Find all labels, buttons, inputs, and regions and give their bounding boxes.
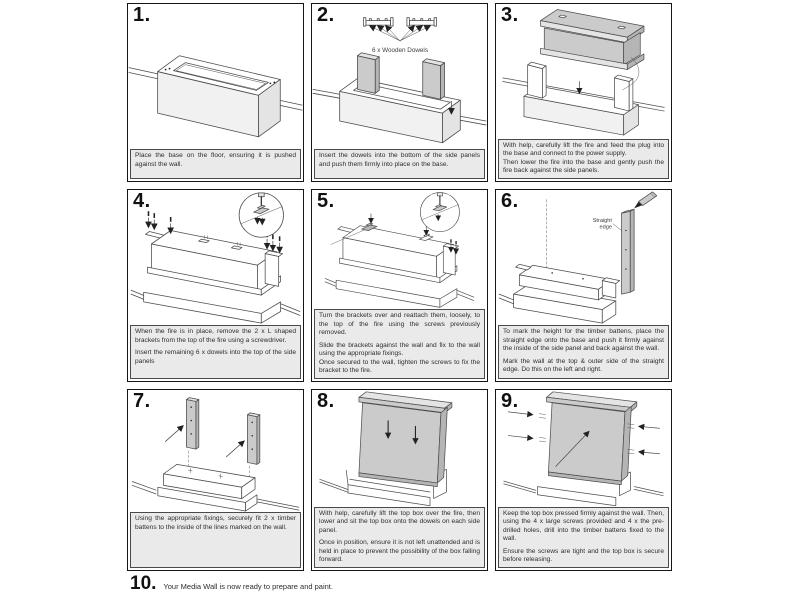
step-panel-3 [495, 3, 672, 182]
step-4-illustration [128, 190, 303, 325]
step-panel-8 [311, 389, 488, 571]
base-unit [158, 56, 281, 137]
arrow-to-right-batten [226, 441, 243, 456]
arrow-to-left-batten [165, 426, 182, 441]
svg-text:Straight: Straight [592, 217, 612, 224]
caption-paragraph: Keep the top box pressed firmly against the wall. Then, using the 4 x large screws provided and 4 x the pre-drilled holes, drill into the timber battens fixed to the wall. [503, 509, 664, 543]
caption-paragraph: Insert the dowels into the bottom of the side panels and push them firmly into place on the base. [319, 152, 480, 168]
step-panel-5 [311, 189, 488, 382]
fire-unit [541, 10, 644, 70]
step-5-illustration [312, 190, 487, 309]
step-caption [498, 507, 669, 568]
step-number: 6. [501, 190, 519, 212]
caption-paragraph: Insert the remaining 6 x dowels into the top of the side panels [135, 349, 296, 365]
step-number: 4. [133, 190, 151, 212]
caption-paragraph: Once in position, ensure it is not left unattended and is held in place to prevent the possibility of the box falling forward. [319, 539, 480, 564]
straight-edge-label [593, 218, 622, 231]
dowel-diagram [363, 18, 436, 54]
svg-text:edge: edge [599, 224, 612, 231]
step-number: 1. [133, 4, 151, 26]
step-panel-9 [495, 389, 672, 571]
bracket-left [362, 214, 377, 231]
screw-arrows-right [628, 424, 660, 454]
caption-paragraph: When the fire is in place, remove the 2 x L shaped brackets from the top of the fire using a screwdriver. [135, 328, 296, 344]
detail-inset-circle [239, 193, 283, 237]
detail-inset-circle [420, 193, 459, 232]
step-9-illustration [496, 390, 671, 507]
pencil-icon [634, 192, 657, 208]
top-box [359, 392, 452, 487]
caption-paragraph: With help, carefully lift the top box over the fire, then lower and sit the top box onto the dowels on each side panel. [319, 509, 480, 534]
step-number: 9. [501, 390, 519, 412]
final-step-text: Your Media Wall is now ready to prepare and paint. [163, 582, 333, 591]
step-3-illustration [496, 4, 671, 139]
side-panel-left [357, 53, 379, 94]
step-panel-2 [311, 3, 488, 182]
step-number: 5. [317, 190, 335, 212]
side-panel-left [528, 62, 546, 98]
screw-arrows-left [508, 412, 545, 442]
steps-grid [127, 3, 672, 571]
caption-paragraph: Slide the brackets against the wall and fix to the wall using the appropriate fixings. [319, 341, 480, 358]
step-number: 7. [133, 390, 151, 412]
assembled-unit [158, 464, 257, 511]
dowels-label: 6 x Wooden Dowels [371, 46, 429, 54]
step-8-illustration [312, 390, 487, 507]
caption-paragraph: Mark the wall at the top & outer side of the straight edge. Do this on the left and right. [503, 357, 664, 374]
top-box [547, 392, 637, 485]
step-6-illustration [496, 190, 671, 325]
step-panel-1 [127, 3, 304, 182]
straight-edge-tool [622, 209, 635, 294]
step-1-illustration [128, 4, 303, 149]
step-2-illustration [312, 4, 487, 149]
timber-batten-left [186, 398, 198, 449]
step-panel-7 [127, 389, 304, 571]
caption-paragraph: Ensure the screws are tight and the top box is secure before releasing. [503, 547, 664, 564]
side-panel-right [423, 59, 445, 100]
caption-paragraph: To mark the height for the timber battens, place the straight edge onto the base and push it firmly against the inside of the side panel and back against the wall. [503, 328, 664, 353]
dowel-pins-left [148, 211, 172, 232]
step-caption [130, 325, 301, 379]
step-7-illustration [128, 390, 303, 512]
caption-paragraph: With help, carefully lift the fire and feed the plug into the base and connect to the power supply. [503, 141, 664, 158]
skirting-lines [499, 294, 513, 304]
step-panel-4 [127, 189, 304, 382]
caption-paragraph: Turn the brackets over and reattach them, loosely, to the top of the fire using the screws previously removed. [319, 312, 480, 337]
final-step-number: 10. [130, 573, 157, 594]
caption-paragraph: Once secured to the wall, tighten the screws to fix the bracket to the fire. [319, 358, 480, 375]
timber-batten-right [247, 413, 259, 464]
step-caption [498, 139, 669, 179]
step-caption [314, 149, 485, 179]
step-caption [498, 325, 669, 379]
caption-paragraph: Then lower the fire into the base and gently push the fire back against the side panels. [503, 158, 664, 175]
step-caption [314, 507, 485, 568]
caption-paragraph: Using the appropriate fixings, securely fit 2 x timber battens to the inside of the lines marked on the wall. [135, 515, 296, 531]
step-number: 3. [501, 4, 519, 26]
step-caption [130, 512, 301, 568]
step-number: 8. [317, 390, 335, 412]
final-step [130, 573, 333, 595]
step-caption [314, 309, 485, 379]
step-caption [130, 149, 301, 179]
skirting-lines [320, 479, 350, 493]
side-panel-right [614, 75, 632, 111]
caption-paragraph: Place the base on the floor, ensuring it is pushed against the wall. [135, 152, 296, 168]
assembled-unit [336, 226, 458, 308]
step-number: 2. [317, 4, 335, 26]
assembled-unit [144, 231, 283, 324]
assembled-unit [514, 264, 620, 323]
step-panel-6 [495, 189, 672, 382]
